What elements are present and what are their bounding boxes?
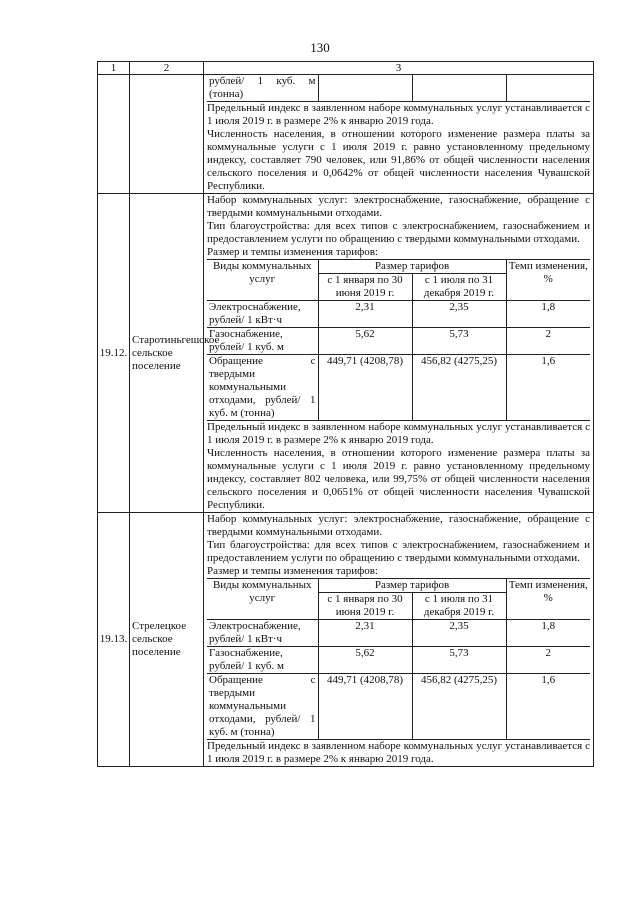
row-number: 19.12. — [98, 194, 130, 513]
tariff-value-2: 456,82 (4275,25) — [412, 355, 506, 421]
service-set-text: Набор коммунальных услуг: электроснабжение, газоснабжение, обращение с твердыми коммунальными отходами. — [207, 194, 590, 219]
tariff-caption: Размер и темпы изменения тарифов: — [207, 246, 378, 258]
tariff-value-1: 5,62 — [318, 328, 412, 355]
header-tariff-size: Размер тарифов — [318, 579, 506, 593]
tariff-value-2: 5,73 — [412, 328, 506, 355]
tariff-row — [207, 620, 590, 647]
population-text: Численность населения, в отношении которого изменение размера платы за коммунальные услуги с 1 июля 2019 г. равно установленному предельному индексу, составляет 802 человека, или 99,75% от общей численности населения сельского поселения и 0,0651% от общей численности населения Чувашской Республики. — [207, 447, 590, 511]
header-tariff-size: Размер тарифов — [318, 260, 506, 274]
header-change-rate: Темп изменения, % — [506, 260, 590, 301]
population-text: Численность населения, в отношении которого изменение размера платы за коммунальные услуги с 1 июля 2019 г. равно установленному предельному индексу, составляет 790 человек, или 91,86% от общей численности населения сельского поселения и 0,0642% от общей численности населения Чувашской Республики. — [207, 128, 590, 192]
settlement-name: Старотиньгешское сельское поселение — [130, 194, 204, 513]
header-services: Виды коммунальных услуг — [207, 260, 318, 301]
settlement-name: Стрелецкое сельское поселение — [130, 513, 204, 767]
tariff-value-2: 5,73 — [412, 647, 506, 674]
row-number: 19.13. — [98, 513, 130, 767]
service-cell: рублей/ 1 куб. м (тонна) — [207, 75, 318, 102]
tariff-table — [207, 578, 590, 740]
tariff-row — [207, 355, 590, 421]
header-period-1: с 1 января по 30 июня 2019 г. — [318, 274, 412, 301]
tariff-value-1: 2,31 — [318, 301, 412, 328]
header-col-2: 2 — [130, 62, 204, 75]
change-rate: 1,8 — [506, 301, 590, 328]
main-table — [97, 61, 594, 767]
tariff-value-2: 2,35 — [412, 301, 506, 328]
continued-tariff-table — [207, 75, 590, 102]
service-name: Газоснабжение, рублей/ 1 куб. м — [207, 647, 318, 674]
page-number: 130 — [310, 40, 330, 55]
change-rate: 1,8 — [506, 620, 590, 647]
header-change-rate: Темп изменения, % — [506, 579, 590, 620]
change-rate: 2 — [506, 328, 590, 355]
tariff-row — [207, 674, 590, 740]
service-name: Электроснабжение, рублей/ 1 кВт·ч — [207, 301, 318, 328]
header-services: Виды коммунальных услуг — [207, 579, 318, 620]
change-rate: 1,6 — [506, 355, 590, 421]
header-col-1: 1 — [98, 62, 130, 75]
content-cell — [204, 75, 594, 194]
service-name: Электроснабжение, рублей/ 1 кВт·ч — [207, 620, 318, 647]
num-cell — [98, 75, 130, 194]
tariff-table — [207, 259, 590, 421]
tariff-row — [207, 647, 590, 674]
header-period-2: с 1 июля по 31 декабря 2019 г. — [412, 274, 506, 301]
tariff-value-1: 449,71 (4208,78) — [318, 674, 412, 740]
index-text: Предельный индекс в заявленном наборе коммунальных услуг устанавливается с 1 июля 2019 г. в размере 2% к январю 2019 года. — [207, 421, 590, 446]
change-rate: 2 — [506, 647, 590, 674]
name-cell — [130, 75, 204, 194]
tariff-value-1: 2,31 — [318, 620, 412, 647]
table-row — [98, 513, 594, 767]
header-period-2: с 1 июля по 31 декабря 2019 г. — [412, 593, 506, 620]
tariff-value-1: 5,62 — [318, 647, 412, 674]
table-row-continuation — [98, 75, 594, 194]
tariff-value-2: 2,35 — [412, 620, 506, 647]
header-col-3: 3 — [204, 62, 594, 75]
table-header-row — [98, 62, 594, 75]
tariff-value-1: 449,71 (4208,78) — [318, 355, 412, 421]
service-name: Газоснабжение, рублей/ 1 куб. м — [207, 328, 318, 355]
table-row — [98, 194, 594, 513]
index-text: Предельный индекс в заявленном наборе коммунальных услуг устанавливается с 1 июля 2019 г. в размере 2% к январю 2019 года. — [207, 102, 590, 127]
content-cell — [204, 194, 594, 513]
service-set-text: Набор коммунальных услуг: электроснабжение, газоснабжение, обращение с твердыми коммунальными отходами. — [207, 513, 590, 538]
change-rate: 1,6 — [506, 674, 590, 740]
improvement-type-text: Тип благоустройства: для всех типов с электроснабжением, газоснабжением и предоставлением услуги по обращению с твердыми коммунальными отходами. — [207, 220, 590, 245]
service-name: Обращение с твердыми коммунальными отходами, рублей/ 1 куб. м (тонна) — [207, 674, 318, 740]
tariff-row — [207, 301, 590, 328]
improvement-type-text: Тип благоустройства: для всех типов с электроснабжением, газоснабжением и предоставлением услуги по обращению с твердыми коммунальными отходами. — [207, 539, 590, 564]
index-text: Предельный индекс в заявленном наборе коммунальных услуг устанавливается с 1 июля 2019 г. в размере 2% к январю 2019 года. — [207, 740, 590, 765]
tariff-row — [207, 328, 590, 355]
tariff-value-2: 456,82 (4275,25) — [412, 674, 506, 740]
service-name: Обращение с твердыми коммунальными отходами, рублей/ 1 куб. м (тонна) — [207, 355, 318, 421]
header-period-1: с 1 января по 30 июня 2019 г. — [318, 593, 412, 620]
content-cell — [204, 513, 594, 767]
tariff-caption: Размер и темпы изменения тарифов: — [207, 565, 378, 577]
